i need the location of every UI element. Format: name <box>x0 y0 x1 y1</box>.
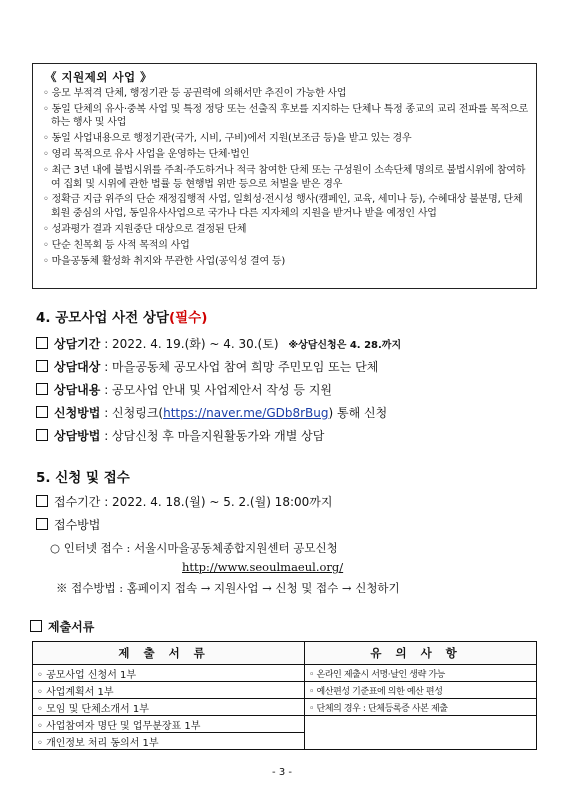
row-label: 상담기간 <box>54 337 101 351</box>
restricted-item: ◦ 정확금 지급 위주의 단순 재정집행적 사업, 일회성·전시성 행사(캠페인, 교육, 세미나 등), 수혜대상 불분명, 단체회원 중심의 사업, 동일유사사업으로 국가나 다른 지자체의 지원을 받거나 받을 예정인 사업 <box>43 194 523 219</box>
row-value: : 2022. 4. 19.(화) ~ 4. 30.(토) <box>100 337 279 351</box>
row-value: : 공모사업 안내 및 사업제안서 작성 등 지원 <box>100 383 332 397</box>
row-note: ※상담신청은 4. 28.까지 <box>288 340 402 351</box>
application-link[interactable]: https://naver.me/GDb8rBug <box>163 406 329 420</box>
restricted-item: ◦ 최근 3년 내에 불법시위를 주최·주도하거나 적극 참여한 단체 또는 구성원이 소속단체 명의로 불법시위에 참여하여 집회 및 시위에 관한 법률 등 현행법 위반 등으로 처벌을 받은 경우 <box>43 165 526 190</box>
page-number: - 3 - <box>272 767 292 778</box>
documents-title: 제출서류 <box>48 620 95 634</box>
row-value: : 신청링크( <box>100 406 164 420</box>
apply-method-row <box>36 404 387 421</box>
row-value: : 상담신청 후 마을지원활동가와 개별 상담 <box>100 429 325 443</box>
section5-title: 5. 신청 및 접수 <box>36 470 130 486</box>
restricted-item: ◦ 마을공동체 활성화 취지와 무관한 사업(공익성 결여 등) <box>43 255 286 267</box>
doc-cell: ◦ 공모사업 신청서 1부 <box>33 665 305 682</box>
table-row <box>33 699 537 716</box>
section4-title: 4. 공모사업 사전 상담 <box>36 310 169 326</box>
internet-receipt-line: ○ 인터넷 접수 : 서울시마을공동체종합지원센터 공모신청 <box>50 541 338 555</box>
checkbox-square-icon <box>36 383 48 395</box>
row-label: 신청방법 <box>54 406 101 420</box>
doc-cell: ◦ 사업참여자 명단 및 업무분장표 1부 <box>33 716 305 733</box>
receipt-process-line: ※ 접수방법 : 홈페이지 접속 → 지원사업 → 신청 및 접수 → 신청하기 <box>56 581 400 595</box>
doc-cell: ◦ 사업계획서 1부 <box>33 682 305 699</box>
restricted-item: ◦ 동일 단체의 유사·중복 사업 및 특정 정당 또는 선출직 후보를 지지하는 단체나 특정 종교의 교리 전파를 목적으로 하는 행사 및 사업 <box>43 103 529 129</box>
row-value: : 2022. 4. 18.(월) ~ 5. 2.(월) 18:00까지 <box>100 495 333 509</box>
section4-heading <box>36 306 207 326</box>
row-label: 접수기간 <box>54 495 101 509</box>
note-cell-empty <box>305 716 537 750</box>
restricted-item: ◦ 단순 친목회 등 사적 목적의 사업 <box>43 239 190 251</box>
table-row <box>33 716 537 733</box>
documents-heading <box>30 618 94 635</box>
documents-table <box>32 641 537 750</box>
note-cell: ◦ 온라인 제출시 서명·날인 생략 가능 <box>305 665 537 682</box>
row-label: 접수방법 <box>54 518 101 532</box>
checkbox-square-icon <box>30 620 42 632</box>
receipt-period-row <box>36 493 332 510</box>
website-url-link[interactable]: http://www.seoulmaeul.org/ <box>182 560 344 574</box>
restricted-item: ◦ 응모 부적격 단체, 행정기관 등 공권력에 의해서만 추진이 가능한 사업 <box>43 88 347 99</box>
row-label: 상담내용 <box>54 383 101 397</box>
restricted-item: ◦ 영리 목적으로 유사 사업을 운영하는 단체·법인 <box>43 149 250 161</box>
table-header-row <box>33 642 537 665</box>
checkbox-square-icon <box>36 429 48 441</box>
row-label: 상담방법 <box>54 429 101 443</box>
doc-cell: ◦ 모임 및 단체소개서 1부 <box>33 699 305 716</box>
restricted-projects-box <box>32 63 537 289</box>
checkbox-square-icon <box>36 518 48 530</box>
restricted-box-title: 《 지원제외 사업 》 <box>45 70 153 84</box>
row-value: : 마을공동체 공모사업 참여 희망 주민모임 또는 단체 <box>100 360 379 374</box>
consult-method-row <box>36 427 324 444</box>
consult-period-row <box>36 335 401 352</box>
note-cell: ◦ 단체의 경우 : 단체등록증 사본 제출 <box>305 699 537 716</box>
restricted-item: ◦ 성과평가 결과 지원중단 대상으로 결정된 단체 <box>43 223 247 235</box>
checkbox-square-icon <box>36 337 48 349</box>
row-label: 상담대상 <box>54 360 101 374</box>
docs-column-header: 제출서류 <box>33 642 305 665</box>
consult-content-row <box>36 381 332 398</box>
doc-cell: ◦ 개인정보 처리 동의서 1부 <box>33 733 305 750</box>
consult-target-row <box>36 358 378 375</box>
receipt-method-row <box>36 516 100 533</box>
note-cell: ◦ 예산편성 기준표에 의한 예산 편성 <box>305 682 537 699</box>
row-value-after: ) 통해 신청 <box>328 406 388 420</box>
section4-required-tag: (필수) <box>168 310 208 326</box>
checkbox-square-icon <box>36 360 48 372</box>
checkbox-square-icon <box>36 406 48 418</box>
restricted-item: ◦ 동일 사업내용으로 행정기관(국가, 시비, 구비)에서 지원(보조금 등)을 받고 있는 경우 <box>43 133 412 145</box>
checkbox-square-icon <box>36 495 48 507</box>
table-row <box>33 665 537 682</box>
notes-column-header: 유의사항 <box>305 642 537 665</box>
table-row <box>33 682 537 699</box>
